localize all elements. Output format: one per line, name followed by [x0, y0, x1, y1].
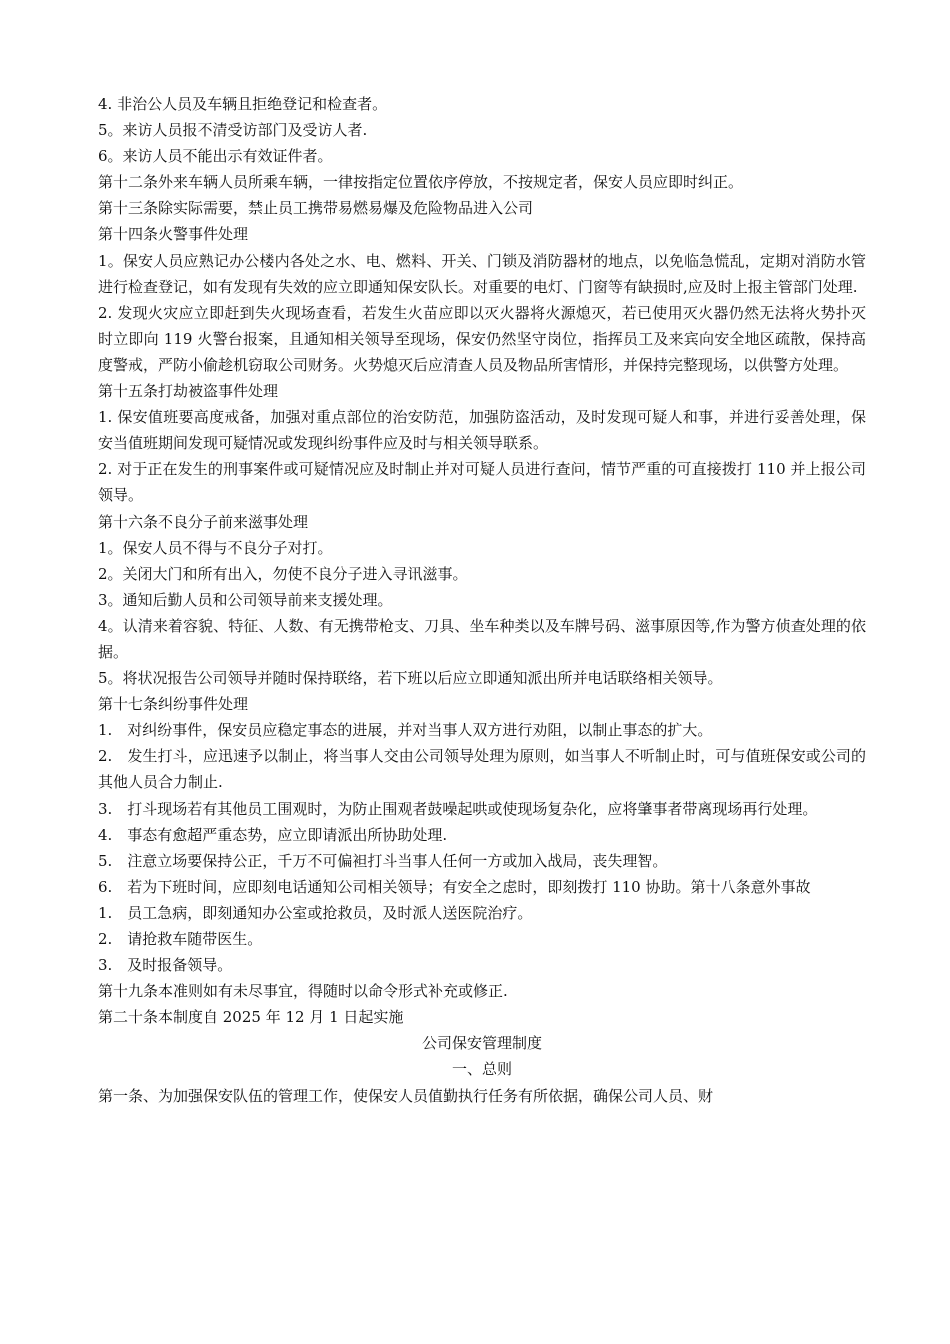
- paragraph: 6. 若为下班时间，应即刻电话通知公司相关领导；有安全之虑时，即刻拨打 110 协助。第十八条意外事故: [98, 877, 811, 896]
- paragraph: 2. 发现火灾应立即赶到失火现场查看，若发生火苗应即以灭火器将火源熄灭，若已使用灭火器仍然无法将火势扑灭时立即向 119 火警台报案，且通知相关领导至现场，保安仍然坚守岗位，指挥员工及来宾向安全地区疏散，保持高度警戒，严防小偷趁机窃取公司财务。火势熄灭后应清查人员及物品所害情形，并保持完整现场，以供警方处理。: [98, 303, 866, 374]
- section-heading: 第十五条打劫被盗事件处理: [98, 382, 279, 401]
- paragraph: 6。来访人员不能出示有效证件者。: [98, 147, 333, 166]
- paragraph: 1。保安人员不得与不良分子对打。: [98, 538, 333, 557]
- paragraph: 1. 对纠纷事件，保安员应稳定事态的进展，并对当事人双方进行劝阻，以制止事态的扩大。: [98, 721, 713, 740]
- paragraph: 第一条、为加强保安队伍的管理工作，使保安人员值勤执行任务有所依据，确保公司人员、财: [98, 1086, 714, 1105]
- paragraph: 4. 事态有愈超严重态势，应立即请派出所协助处理.: [98, 825, 448, 844]
- paragraph: 第十九条本准则如有未尽事宜，得随时以命令形式补充或修正.: [98, 982, 508, 1001]
- paragraph: 1. 保安值班要高度戒备，加强对重点部位的治安防范，加强防盗活动，及时发现可疑人和事，并进行妥善处理，保安当值班期间发现可疑情况或发现纠纷事件应及时与相关领导联系。: [98, 408, 866, 453]
- paragraph: 5. 注意立场要保持公正，千万不可偏袒打斗当事人任何一方或加入战局，丧失理智。: [98, 851, 668, 870]
- paragraph: 3。通知后勤人员和公司领导前来支援处理。: [98, 590, 393, 609]
- paragraph: 4。认清来着容貌、特征、人数、有无携带枪支、刀具、坐车种类以及车牌号码、滋事原因等,作为警方侦查处理的依据。: [98, 616, 866, 661]
- chapter-heading: 一、总则: [451, 1060, 512, 1079]
- paragraph: 1. 员工急病，即刻通知办公室或抢救员，及时派人送医院治疗。: [98, 903, 533, 922]
- paragraph: 3. 及时报备领导。: [98, 956, 233, 975]
- paragraph: 5。来访人员报不清受访部门及受访人者.: [98, 121, 368, 140]
- paragraph: 2. 发生打斗，应迅速予以制止，将当事人交由公司领导处理为原则，如当事人不听制止时，可与值班保安或公司的其他人员合力制止.: [98, 747, 866, 792]
- paragraph: 2. 对于正在发生的刑事案件或可疑情况应及时制止并对可疑人员进行查问，情节严重的可直接拨打 110 并上报公司领导。: [98, 460, 866, 505]
- section-heading: 第十七条纠纷事件处理: [98, 695, 249, 714]
- document-page: [98, 91, 866, 1109]
- paragraph: 第二十条本制度自 2025 年 12 月 1 日起实施: [98, 1008, 404, 1027]
- section-heading: 第十六条不良分子前来滋事处理: [98, 512, 309, 531]
- section-heading: 第十四条火警事件处理: [98, 225, 249, 244]
- paragraph: 4. 非治公人员及车辆且拒绝登记和检查者。: [98, 95, 388, 113]
- paragraph: 2。关闭大门和所有出入，勿使不良分子进入寻讯滋事。: [98, 564, 468, 583]
- paragraph: 3. 打斗现场若有其他员工围观时，为防止围观者鼓噪起哄或使现场复杂化，应将肇事者带离现场再行处理。: [98, 799, 818, 818]
- paragraph: 1。保安人员应熟记办公楼内各处之水、电、燃料、开关、门锁及消防器材的地点，以免临急慌乱，定期对消防水管进行检查登记，如有发现有失效的应立即通知保安队长。对重要的电灯、门窗等有缺损时,应及时上报主管部门处理.: [98, 251, 866, 296]
- paragraph: 第十二条外来车辆人员所乘车辆，一律按指定位置依序停放，不按规定者，保安人员应即时纠正。: [98, 173, 744, 192]
- paragraph: 5。将状况报告公司领导并随时保持联络，若下班以后应立即通知派出所并电话联络相关领导。: [98, 669, 723, 688]
- paragraph: 第十三条除实际需要，禁止员工携带易燃易爆及危险物品进入公司: [98, 199, 534, 218]
- paragraph: 2. 请抢救车随带医生。: [98, 930, 263, 948]
- document-title: 公司保安管理制度: [421, 1034, 542, 1053]
